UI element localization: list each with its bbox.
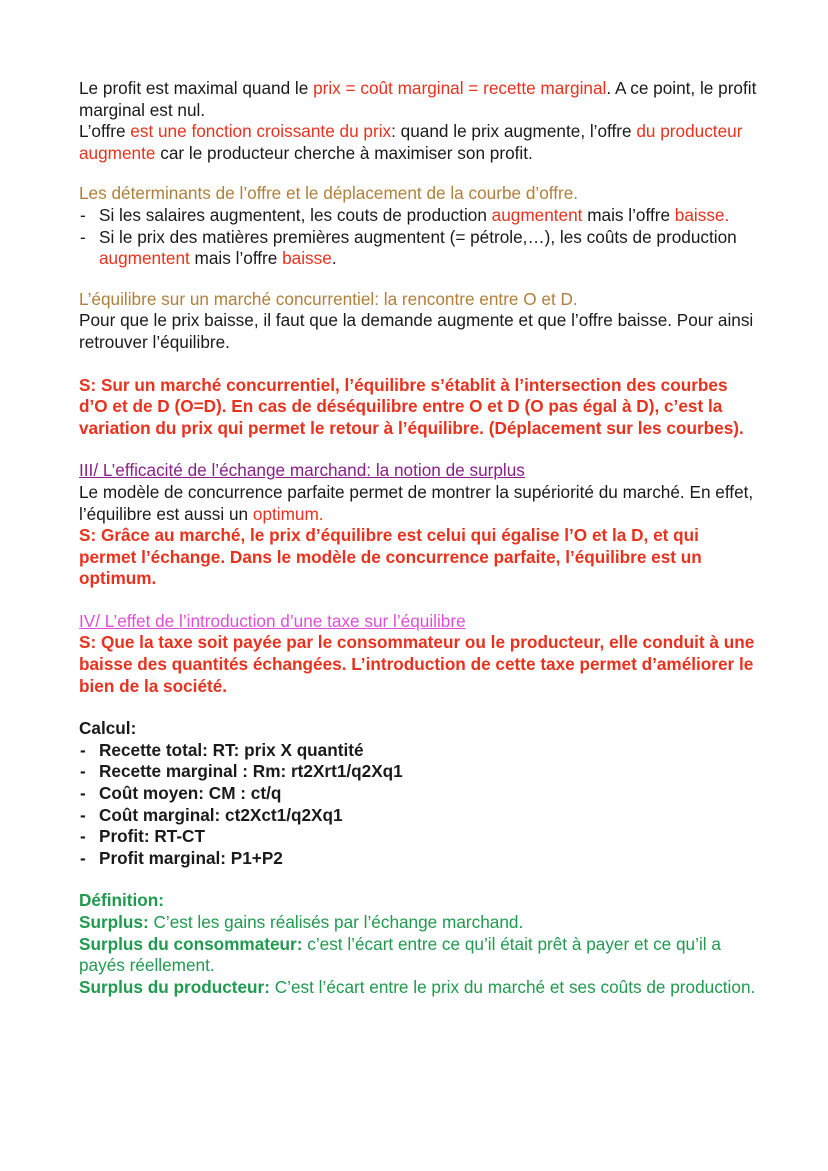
definition-text: c’est l’écart entre ce qu’il était prêt à payer et ce qu’il a payés réellement.: [79, 933, 721, 976]
equilibrium-heading: L’équilibre sur un marché concurrentiel: la rencontre entre O et D.: [79, 288, 578, 309]
highlight-run: du producteur augmente: [79, 121, 743, 163]
definition-text: C’est les gains réalisés par l’échange marchand.: [148, 912, 524, 932]
text-run: Le modèle de concurrence parfaite permet de montrer la supériorité du marché. En effet, l’équilibre est aussi un: [79, 481, 754, 524]
profit-paragraph: [79, 78, 758, 121]
calc-list: [79, 740, 758, 870]
definition-surplus: [79, 912, 758, 934]
text-run: Le profit est maximal quand le: [79, 78, 314, 98]
text-run: .: [331, 248, 337, 269]
highlight-run: est une fonction croissante du prix: [130, 121, 392, 142]
highlight-run: baisse: [282, 248, 332, 269]
definition-consumer-surplus: [79, 934, 758, 977]
list-item: [79, 205, 758, 227]
equilibrium-body: Pour que le prix baisse, il faut que la demande augmente et que l’offre baisse. Pour ainsi retrouver l’équilibre.: [79, 310, 754, 352]
determinants-heading: Les déterminants de l’offre et le déplacement de la courbe d’offre.: [79, 183, 579, 204]
highlight-run: baisse.: [674, 204, 730, 225]
text-run: Si le prix des matières premières augmentent (= pétrole,…),: [99, 226, 560, 247]
highlight-run: optimum.: [252, 503, 324, 524]
calc-item: - Recette total: RT: prix X quantité: [79, 740, 758, 762]
surplus-summary: S: Grâce au marché, le prix d’équilibre est celui qui égalise l’O et la D, et qui permet l’échange. Dans le modèle de concurrence parfaite, l’équilibre est un optimum.: [79, 525, 702, 589]
calc-item: - Profit: RT-CT: [79, 826, 758, 848]
equilibrium-summary: S: Sur un marché concurrentiel, l’équilibre s’établit à l’intersection des courbes d’O et de D (O=D). En cas de déséquilibre entre O et D (O pas égal à D), c’est la variation du prix qui permet le retour à l’équilibre. (Déplacement sur les courbes).: [79, 374, 744, 438]
highlight-run: augmentent: [491, 204, 583, 225]
tax-summary: S: Que la taxe soit payée par le consommateur ou le producteur, elle conduit à une baisse des quantités échangées. L’introduction de cette taxe permet d’améliorer le bien de la société.: [79, 632, 755, 696]
calc-item: - Coût marginal: ct2Xct1/q2Xq1: [79, 805, 758, 827]
section-iv-heading: IV/ L’effet de l’introduction d’une taxe sur l’équilibre: [79, 610, 466, 631]
list-item: [79, 227, 758, 270]
highlight-run: prix = coût marginal = recette marginal: [313, 78, 607, 98]
calc-item: - Coût moyen: CM : ct/q: [79, 783, 758, 805]
definition-producer-surplus: [79, 977, 758, 999]
definition-title: Définition:: [79, 890, 164, 911]
highlight-run: augmentent: [99, 248, 190, 269]
text-run: mais l’offre: [189, 248, 283, 269]
definition-text: C’est l’écart entre le prix du marché et ses coûts de production.: [269, 976, 756, 997]
text-run: Si les salaires augmentent, les couts de production: [99, 204, 492, 225]
text-run: . A ce point, le profit marginal est nul.: [79, 78, 757, 120]
determinants-list: [79, 205, 758, 270]
term: Surplus du producteur:: [79, 976, 270, 997]
text-run: car le producteur cherche à maximiser son profit.: [155, 142, 533, 163]
surplus-body: [79, 482, 758, 525]
calc-item: - Profit marginal: P1+P2: [79, 848, 758, 870]
term: Surplus:: [79, 912, 149, 932]
term: Surplus du consommateur:: [79, 933, 303, 954]
text-run: L’offre: [79, 121, 131, 142]
text-run: les coûts de production: [559, 226, 737, 247]
calc-title: Calcul:: [79, 718, 137, 739]
section-iii-heading: III/ L’efficacité de l’échange marchand: la notion de surplus: [79, 460, 525, 481]
offer-paragraph: [79, 121, 758, 164]
text-run: mais l’offre: [582, 204, 675, 225]
calc-item: - Recette marginal : Rm: rt2Xrt1/q2Xq1: [79, 761, 758, 783]
text-run: : quand le prix augmente, l’offre: [391, 121, 637, 142]
